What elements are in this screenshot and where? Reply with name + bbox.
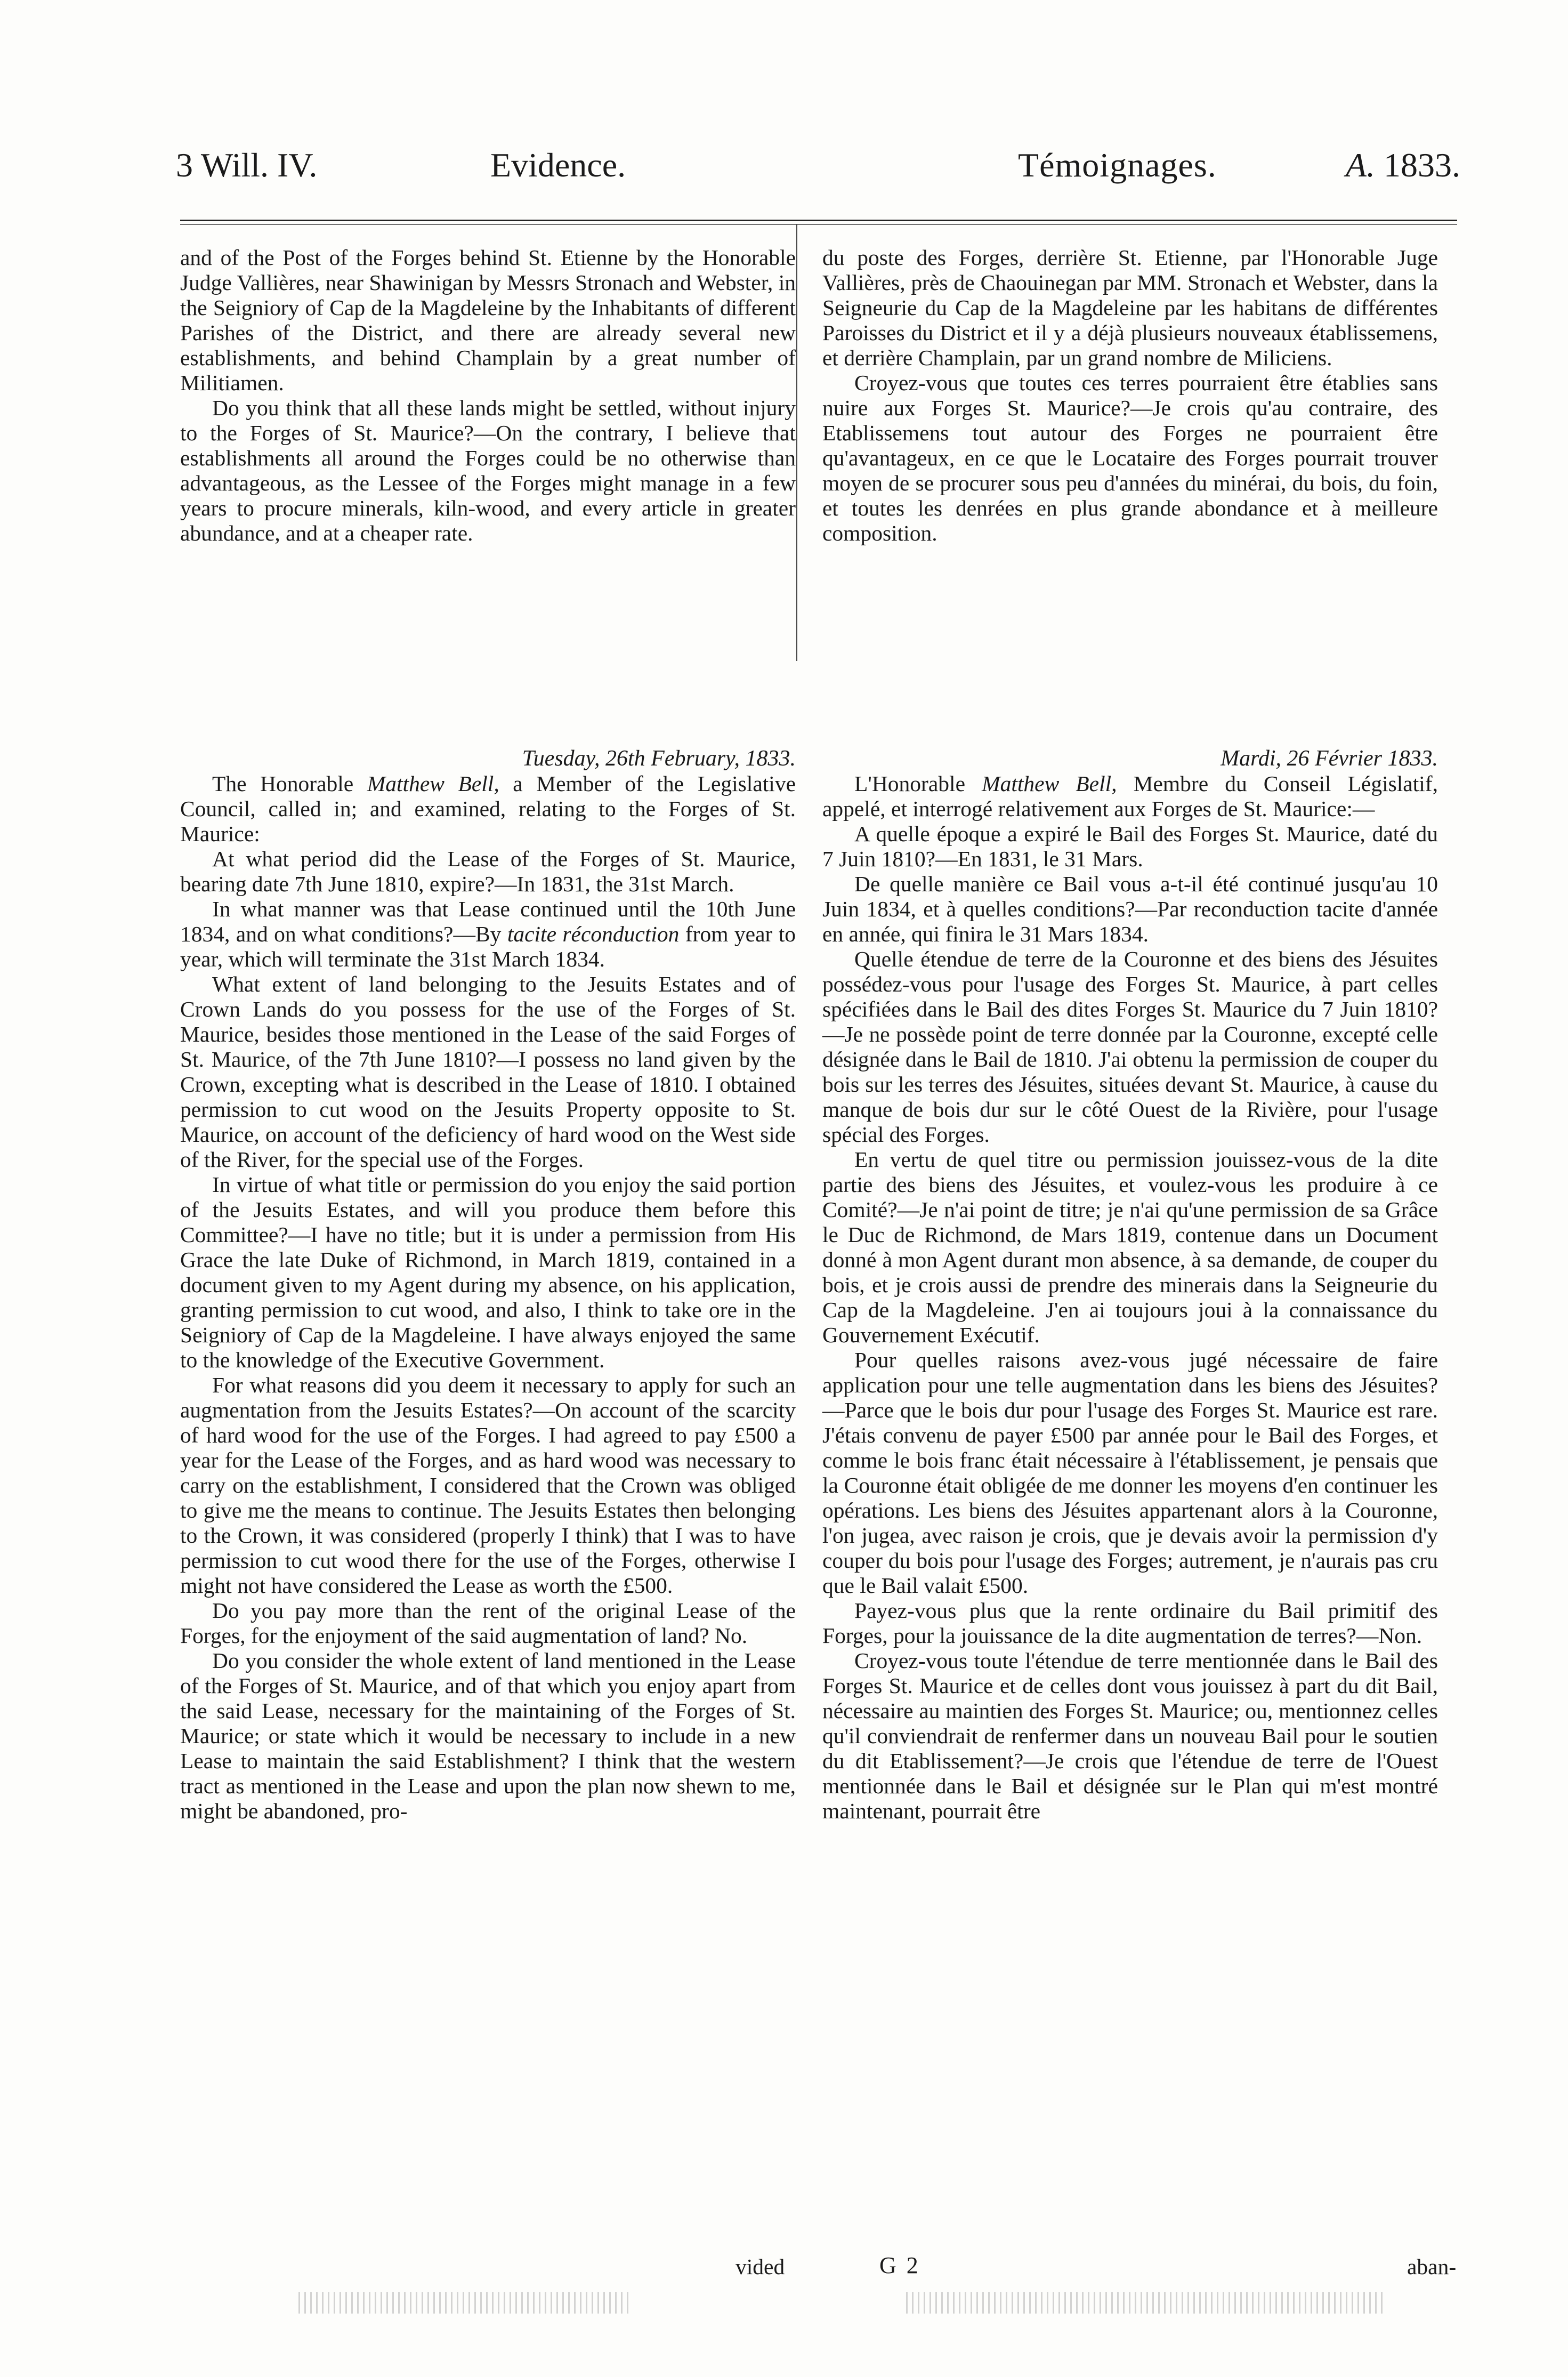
french-date: Mardi, 26 Février 1833. — [1221, 746, 1438, 771]
french-question: De quelle manière ce Bail vous a-t-il été continué jusqu'au 10 Juin 1834, et à quelles conditions?—Par reconduction tacite d'année en année, qui finira le 31 Mars 1834. — [822, 872, 1438, 946]
french-paragraph: Croyez-vous que toutes ces terres pourraient être établies sans nuire aux Forges St. Maurice?—Je crois qu'au contraire, des Etablissemens tout autour des Forges ne pourraient être qu'avantageux, en ce que le Locataire des Forges pourrait trouver moyen de se procurer sous peu d'années du minérai, du bois, du foin, et toutes les denrées en plus grande abondance et à meilleure composition. — [822, 370, 1438, 545]
french-question: A quelle époque a expiré le Bail des Forges St. Maurice, daté du 7 Juin 1810?—En 1831, le 31 Mars. — [822, 821, 1438, 871]
french-catchword: aban- — [1407, 2254, 1457, 2279]
french-question: Payez-vous plus que la rente ordinaire du Bail primitif des Forges, pour la jouissance de la dite augmentation de terres?—Non. — [822, 1598, 1438, 1648]
french-paragraph: du poste des Forges, derrière St. Etienne, par l'Honorable Juge Vallières, près de Chaouinegan par MM. Stronach et Webster, dans la Seigneurie du Cap de la Magdeleine par les habitans de différentes Paroisses du District et il y a déjà plusieurs nouveaux établissemens, et derrière Champlain, par un grand nombre de Miliciens. — [822, 245, 1438, 370]
bleed-through-noise — [906, 2292, 1386, 2314]
english-question — [180, 897, 796, 972]
year-heading — [1346, 141, 1460, 189]
english-paragraph: and of the Post of the Forges behind St. Etienne by the Honorable Judge Vallières, near Shawinigan by Messrs Stronach and Webster, in the Seigniory of Cap de la Magdeleine by the Inhabitants of different Parishes of the District, and there are already several new establishments, and behind Champlain by a great number of Militiamen. — [180, 245, 796, 395]
witness-name: Matthew Bell, — [367, 771, 499, 796]
english-question: What extent of land belonging to the Jesuits Estates and of Crown Lands do you possess for the use of the Forges of St. Maurice, besides those mentioned in the Lease of the said Forges of St. Maurice, of the 7th June 1810?—I possess no land given by the Crown, excepting what is described in the Lease of 1810. I obtained permission to cut wood on the Jesuits Property opposite to St. Maurice, on account of the deficiency of hard wood on the West side of the River, for the special use of the Forges. — [180, 972, 796, 1172]
signature-mark: G 2 — [879, 2252, 920, 2278]
intro-text: The Honorable — [212, 771, 367, 796]
question-text: In what manner was that Lease continued until the 10th June 1834, and on what conditions?—By — [180, 897, 796, 946]
english-column-top — [180, 245, 796, 546]
english-catchword: vided — [735, 2254, 785, 2279]
french-question: Pour quelles raisons avez-vous jugé nécessaire de faire application pour une telle augmentation dans les biens des Jésuites?—Parce que le bois dur pour l'usage des Forges St. Maurice est rare. J'étais convenu de payer £500 par année pour le Bail des Forges, et comme le bois franc était nécessaire à l'établissement, je pensais que la Couronne était obligée de me donner les moyens d'en continuer les opérations. Les biens des Jésuites appartenant alors à la Couronne, l'on jugea, avec raison je crois, que je devais avoir la permission d'y couper du bois pour l'usage des Forges; autrement, je n'aurais pas cru que le Bail valait £500. — [822, 1348, 1438, 1598]
french-question: Quelle étendue de terre de la Couronne et des biens des Jésuites possédez-vous pour l'usage des Forges St. Maurice, à part celles spécifiées dans le Bail des dites Forges St. Maurice du 7 Juin 1810?—Je ne possède point de terre donnée par la Couronne, excepté celle désignée dans le Bail de 1810. J'ai obtenu la permission de couper du bois sur les terres des Jésuites, situées devant St. Maurice, à cause du manque de bois dur sur le côté Ouest de la Rivière, pour l'usage spécial des Forges. — [822, 947, 1438, 1147]
header-rule — [180, 220, 1457, 225]
witness-name: Matthew Bell, — [982, 771, 1117, 796]
english-column-bottom — [180, 746, 796, 1824]
column-divider — [796, 224, 797, 661]
evidence-heading: Evidence. — [490, 146, 626, 184]
french-column-bottom — [822, 746, 1438, 1824]
english-paragraph: Do you think that all these lands might be settled, without injury to the Forges of St. Maurice?—On the contrary, I believe that establishments all around the Forges could be no otherwise than advantageous, as the Lessee of the Forges might manage in a few years to procure minerals, kiln-wood, and every article in greater abundance, and at a cheaper rate. — [180, 396, 796, 545]
english-question: At what period did the Lease of the Forges of St. Maurice, bearing date 7th June 1810, expire?—In 1831, the 31st March. — [180, 847, 796, 896]
intro-text: L'Honorable — [854, 771, 982, 796]
english-question: In virtue of what title or permission do you enjoy the said portion of the Jesuits Estates, and will you produce them before this Committee?—I have no title; but it is under a permission from His Grace the late Duke of Richmond, in March 1819, contained in a document given to my Agent during my absence, on his application, granting permission to cut wood, and also, I think to take ore in the Seigniory of Cap de la Magdeleine. I have always enjoyed the same to the knowledge of the Executive Government. — [180, 1172, 796, 1372]
french-column-top — [822, 245, 1438, 546]
english-question: For what reasons did you deem it necessary to apply for such an augmentation from the Jesuits Estates?—On account of the scarcity of hard wood for the use of the Forges. I had agreed to pay £500 a year for the Lease of the Forges, and as hard wood was necessary to carry on the establishment, I considered that the Crown was obliged to give me the means to continue. The Jesuits Estates then belonging to the Crown, it was considered (properly I think) that I was to have permission to cut wood there for the use of the Forges, otherwise I might not have considered the Lease as worth the £500. — [180, 1373, 796, 1598]
appendix-letter: A. — [1345, 146, 1375, 184]
temoignages-heading: Témoignages. — [1018, 146, 1217, 184]
english-question: Do you consider the whole extent of land mentioned in the Lease of the Forges of St. Maurice, and of that which you enjoy apart from the said Lease, necessary for the maintaining of the Forges of St. Maurice; or state which it would be necessary to include in a new Lease to maintain the said Establishment? I think that the western tract as mentioned in the Lease and upon the plan now shewn to me, might be abandoned, pro- — [180, 1648, 796, 1823]
question-italic: tacite réconduction — [507, 922, 680, 946]
french-intro — [822, 771, 1438, 821]
intro-text: Membre du Conseil Législatif, appelé, et interrogé relativement aux Forges de St. Maurice:— — [822, 771, 1438, 821]
year-number: 1833. — [1384, 146, 1460, 184]
question-text: from year to year, which will terminate the 31st March 1834. — [180, 922, 796, 971]
english-intro — [180, 771, 796, 847]
intro-text: a Member of the Legislative Council, called in; and examined, relating to the Forges of St. Maurice: — [180, 771, 796, 846]
english-question: Do you pay more than the rent of the original Lease of the Forges, for the enjoyment of the said augmentation of land? No. — [180, 1598, 796, 1648]
french-question: Croyez-vous toute l'étendue de terre mentionnée dans le Bail des Forges St. Maurice et de celles dont vous jouissez à part du dit Bail, nécessaire au maintien des Forges St. Maurice; ou, mentionnez celles qu'il conviendrait de renfermer dans un nouveau Bail pour le soutien du dit Etablissement?—Je crois que l'étendue de terre de l'Ouest mentionnée dans le Bail et désignée sur le Plan qui m'est montré maintenant, pourrait être — [822, 1648, 1438, 1823]
bleed-through-noise — [298, 2292, 629, 2314]
english-date: Tuesday, 26th February, 1833. — [522, 746, 796, 771]
french-question: En vertu de quel titre ou permission jouissez-vous de la dite partie des biens des Jésuites, et voulez-vous les produire à ce Comité?—Je n'ai point de titre; je n'ai qu'une permission de sa Grâce le Duc de Richmond, de Mars 1819, contenue dans un Document donné à mon Agent durant mon absence, à sa demande, de couper du bois, et je crois aussi de prendre des minerais dans la Seigneurie du Cap de la Magdeleine. J'en ai toujours joui à la connaissance du Gouvernement Exécutif. — [822, 1147, 1438, 1347]
session-reference: 3 Will. IV. — [176, 146, 318, 184]
running-head — [176, 141, 1460, 189]
